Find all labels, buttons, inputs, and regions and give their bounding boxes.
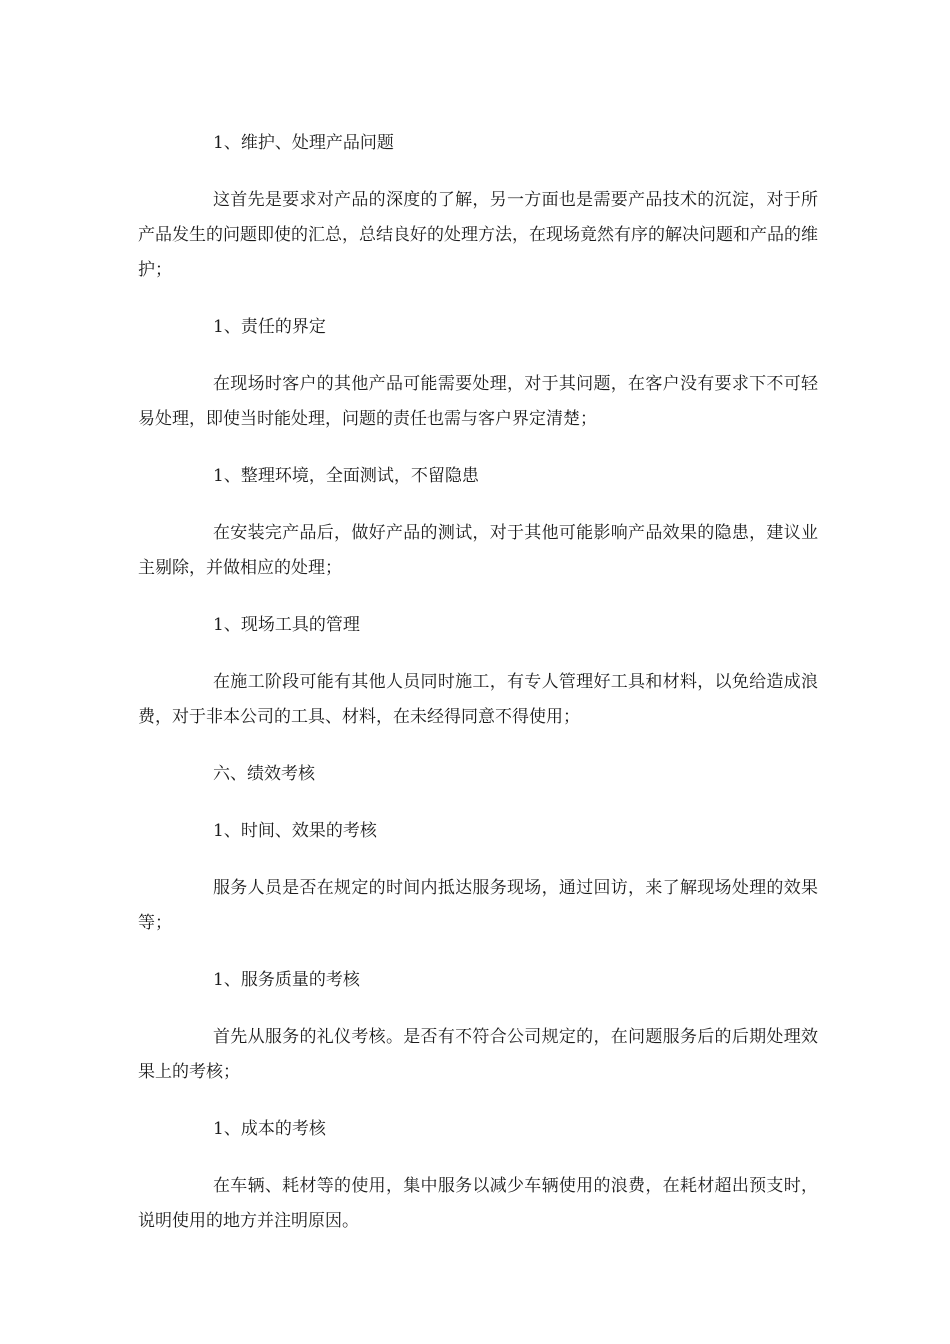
paragraph-time-effect: 服务人员是否在规定的时间内抵达服务现场，通过回访，来了解现场处理的效果等；: [138, 878, 818, 933]
paragraph-tools: 在施工阶段可能有其他人员同时施工，有专人管理好工具和材料，以免给造成浪费，对于非本公司的工具、材料，在未经得同意不得使用；: [138, 672, 818, 727]
section-heading-maintain: 1、维护、处理产品问题: [213, 133, 394, 153]
section-heading-performance: 六、绩效考核: [213, 764, 315, 784]
document-body: [138, 126, 818, 1261]
section-heading-tools: 1、现场工具的管理: [213, 615, 360, 635]
section-heading-environment: 1、整理环境，全面测试，不留隐患: [213, 466, 479, 486]
paragraph-maintain: 这首先是要求对产品的深度的了解，另一方面也是需要产品技术的沉淀，对于所产品发生的问题即使的汇总，总结良好的处理方法，在现场竟然有序的解决问题和产品的维护；: [138, 190, 818, 280]
section-heading-responsibility: 1、责任的界定: [213, 317, 326, 337]
paragraph-cost: 在车辆、耗材等的使用，集中服务以减少车辆使用的浪费，在耗材超出预支时，说明使用的地方并注明原因。: [138, 1176, 818, 1231]
section-heading-service-quality: 1、服务质量的考核: [213, 970, 360, 990]
paragraph-environment: 在安装完产品后，做好产品的测试，对于其他可能影响产品效果的隐患，建议业主剔除，并做相应的处理；: [138, 523, 818, 578]
section-heading-cost: 1、成本的考核: [213, 1119, 326, 1139]
paragraph-service-quality: 首先从服务的礼仪考核。是否有不符合公司规定的，在问题服务后的后期处理效果上的考核；: [138, 1027, 818, 1082]
paragraph-responsibility: 在现场时客户的其他产品可能需要处理，对于其问题，在客户没有要求下不可轻易处理，即使当时能处理，问题的责任也需与客户界定清楚；: [138, 374, 818, 429]
section-heading-time-effect: 1、时间、效果的考核: [213, 821, 377, 841]
